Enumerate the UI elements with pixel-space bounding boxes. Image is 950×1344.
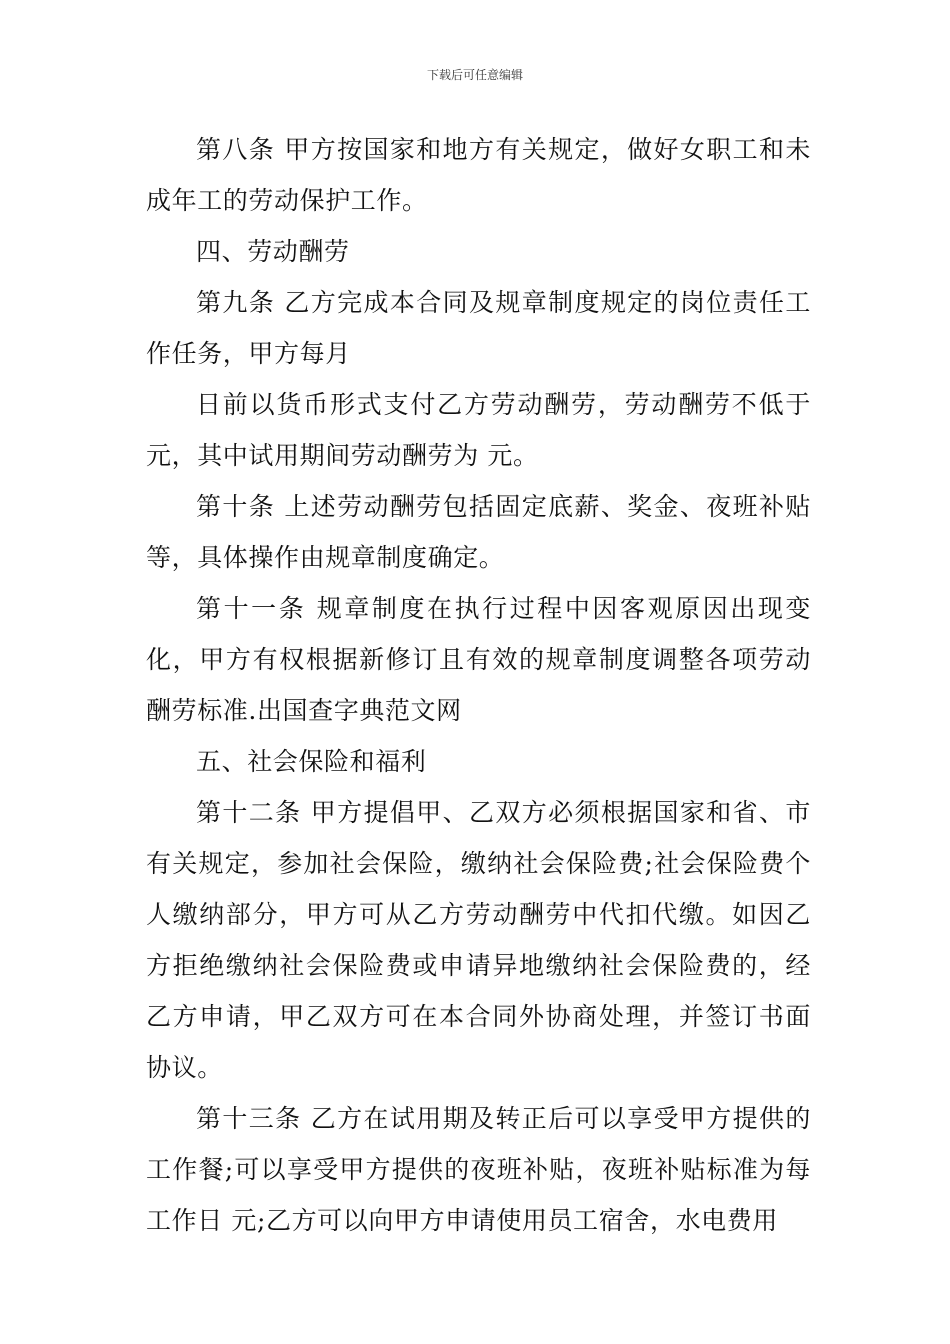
document-body (146, 124, 811, 1246)
article-9-paragraph: 第九条 乙方完成本合同及规章制度规定的岗位责任工作任务，甲方每月 (146, 288, 811, 368)
article-12-paragraph: 第十二条 甲方提倡甲、乙双方必须根据国家和省、市有关规定，参加社会保险，缴纳社会保险费;社会保险费个人缴纳部分，甲方可从乙方劳动酬劳中代扣代缴。如因乙方拒绝缴纳社会保险费或申请异地缴纳社会保险费的，经乙方申请，甲乙双方可在本合同外协商处理，并签订书面协议。 (146, 798, 811, 1082)
section-4-heading: 四、劳动酬劳 (196, 237, 350, 266)
page-header: 下载后可任意编辑 (426, 68, 523, 82)
article-8-paragraph: 第八条 甲方按国家和地方有关规定，做好女职工和未成年工的劳动保护工作。 (146, 135, 811, 215)
article-11-paragraph: 第十一条 规章制度在执行过程中因客观原因出现变化，甲方有权根据新修订且有效的规章制度调整各项劳动酬劳标准.出国查字典范文网 (146, 594, 811, 725)
article-10-paragraph: 第十条 上述劳动酬劳包括固定底薪、奖金、夜班补贴等，具体操作由规章制度确定。 (146, 492, 811, 572)
section-5-heading: 五、社会保险和福利 (196, 747, 427, 776)
article-13-paragraph: 第十三条 乙方在试用期及转正后可以享受甲方提供的工作餐;可以享受甲方提供的夜班补贴，夜班补贴标准为每工作日 元;乙方可以向甲方申请使用员工宿舍，水电费用 (146, 1104, 811, 1235)
article-9-continuation: 日前以货币形式支付乙方劳动酬劳，劳动酬劳不低于 元，其中试用期间劳动酬劳为 元。 (146, 390, 811, 470)
